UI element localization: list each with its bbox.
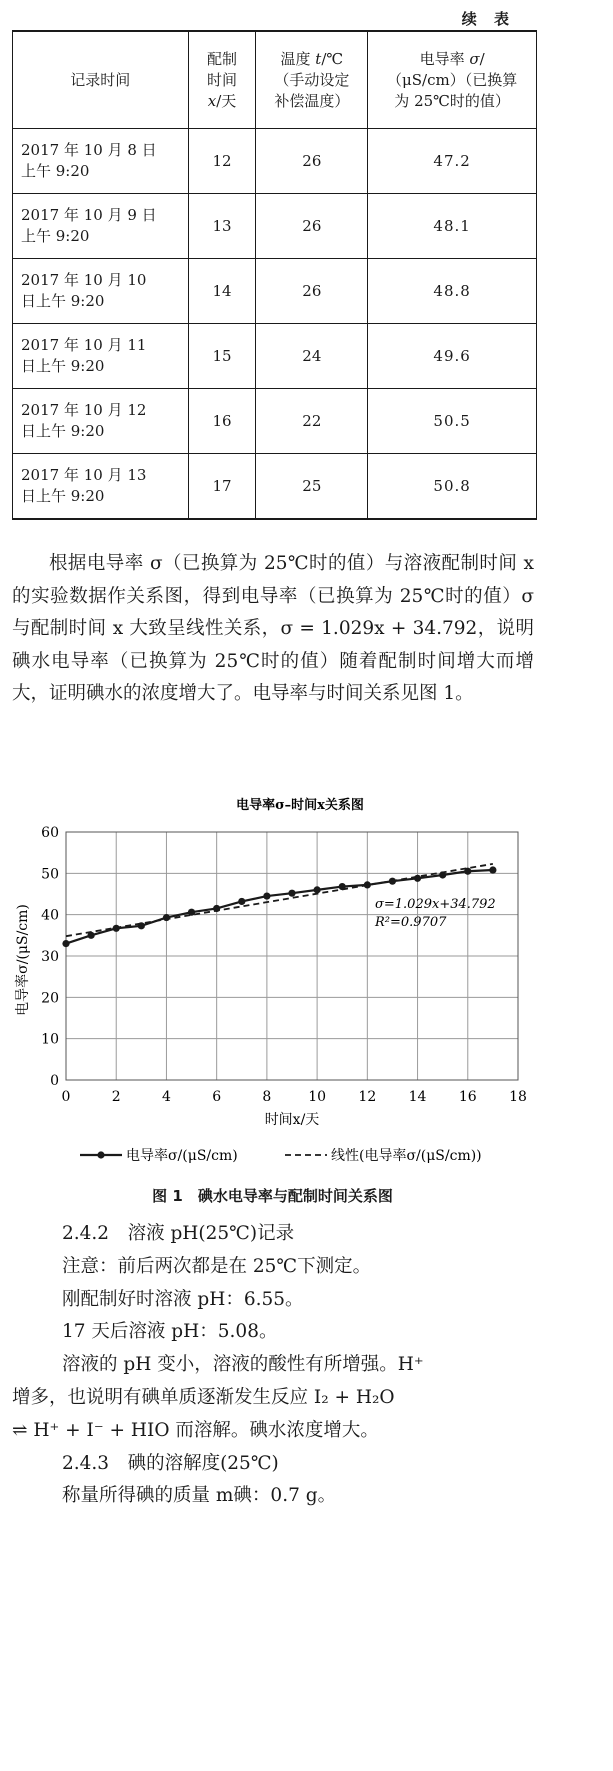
continued-label: 续 表	[461, 10, 515, 28]
data-point	[288, 890, 295, 897]
x-tick-label: 18	[509, 1089, 527, 1105]
x-tick-label: 14	[408, 1089, 427, 1105]
chart-ticks	[41, 825, 527, 1105]
table-row: 2017 年 10 月 8 日 上午 9:20 12 26 47.2	[13, 129, 537, 194]
chart-annotation-r2: R²=0.9707	[375, 915, 447, 930]
header-conductivity: 电导率 σ/ （μS/cm）（已换算 为 25℃时的值）	[368, 31, 537, 129]
y-tick-label: 20	[41, 990, 59, 1007]
table-row: 2017 年 10 月 12 日上午 9:20 16 22 50.5	[13, 389, 537, 454]
y-tick-label: 40	[41, 907, 59, 924]
chart-title: 电导率σ–时间x关系图	[236, 798, 364, 813]
x-tick-label: 10	[308, 1089, 327, 1105]
y-tick-label: 60	[41, 825, 59, 841]
header-record-time: 记录时间	[13, 31, 189, 129]
y-tick-label: 50	[41, 866, 59, 883]
figure-caption: 图 1 碘水电导率与配制时间关系图	[152, 1187, 393, 1205]
x-tick-label: 0	[61, 1089, 71, 1105]
table-row: 2017 年 10 月 13 日上午 9:20 17 25 50.8	[13, 454, 537, 520]
body-paragraph: 根据电导率 σ（已换算为 25℃时的值）与溶液配制时间 x 的实验数据作关系图，得到电导率（已换算为 25℃时的值）σ 与配制时间 x 大致呈线性关系，σ = 1.029x + 34.792，说明碘水电导率（已换算为 25℃时的值）随着配制时间增大而增大，证明碘水的浓度增大了。电导率与时间关系见图 1。	[12, 553, 534, 704]
data-point	[62, 940, 69, 947]
y-tick-label: 10	[41, 1031, 59, 1048]
legend-series-1: 电导率σ/(μS/cm)	[126, 1148, 238, 1164]
section-2-4-2: 2.4.2 溶液 pH(25℃)记录 注意：前后两次都是在 25℃下测定。 刚配制好时溶液 pH：6.55。 17 天后溶液 pH：5.08。 溶液的 pH 变小，溶液的酸性有所增强。H⁺ 增多，也说明有碘单质逐渐发生反应 I₂ + H₂O ⇌ H⁺ + I⁻ + HIO 而溶解。碘水浓度增大。 2.4.3 碘的溶解度(25℃) 称量所得碘的质量 m碘：0.7 g。	[12, 1218, 534, 1513]
section-heading-2: 2.4.3 碘的溶解度(25℃)	[62, 1452, 279, 1474]
x-tick-label: 6	[212, 1089, 222, 1105]
chart-legend	[80, 1147, 482, 1164]
section-heading: 2.4.2 溶液 pH(25℃)记录	[62, 1223, 295, 1244]
x-tick-label: 12	[358, 1089, 377, 1105]
y-tick-label: 0	[50, 1073, 59, 1089]
x-tick-label: 16	[458, 1089, 477, 1105]
x-tick-label: 8	[262, 1089, 272, 1105]
x-tick-label: 4	[161, 1089, 171, 1105]
x-tick-label: 2	[111, 1089, 121, 1105]
header-temperature: 温度 t/℃ （手动设定 补偿温度）	[256, 31, 368, 129]
table-row: 2017 年 10 月 9 日 上午 9:20 13 26 48.1	[13, 194, 537, 259]
legend-series-2: 线性(电导率σ/(μS/cm))	[331, 1148, 482, 1164]
conductivity-time-chart	[0, 790, 545, 1175]
data-point	[238, 898, 245, 905]
chart-annotation-equation: σ=1.029x+34.792	[375, 897, 496, 912]
table-row: 2017 年 10 月 10 日上午 9:20 14 26 48.8	[13, 259, 537, 324]
y-tick-label: 30	[41, 949, 59, 965]
data-point	[314, 886, 321, 893]
table-header-row	[13, 31, 537, 129]
conductivity-table	[12, 30, 537, 520]
data-point	[414, 875, 421, 882]
x-axis-label: 时间x/天	[264, 1112, 320, 1128]
header-days: 配制 时间 x/天	[188, 31, 256, 129]
table-row: 2017 年 10 月 11 日上午 9:20 15 24 49.6	[13, 324, 537, 389]
chart-grid	[66, 832, 518, 1080]
data-point	[489, 866, 496, 873]
y-axis-label: 电导率σ/(μS/cm)	[15, 904, 31, 1016]
data-point	[263, 892, 270, 899]
